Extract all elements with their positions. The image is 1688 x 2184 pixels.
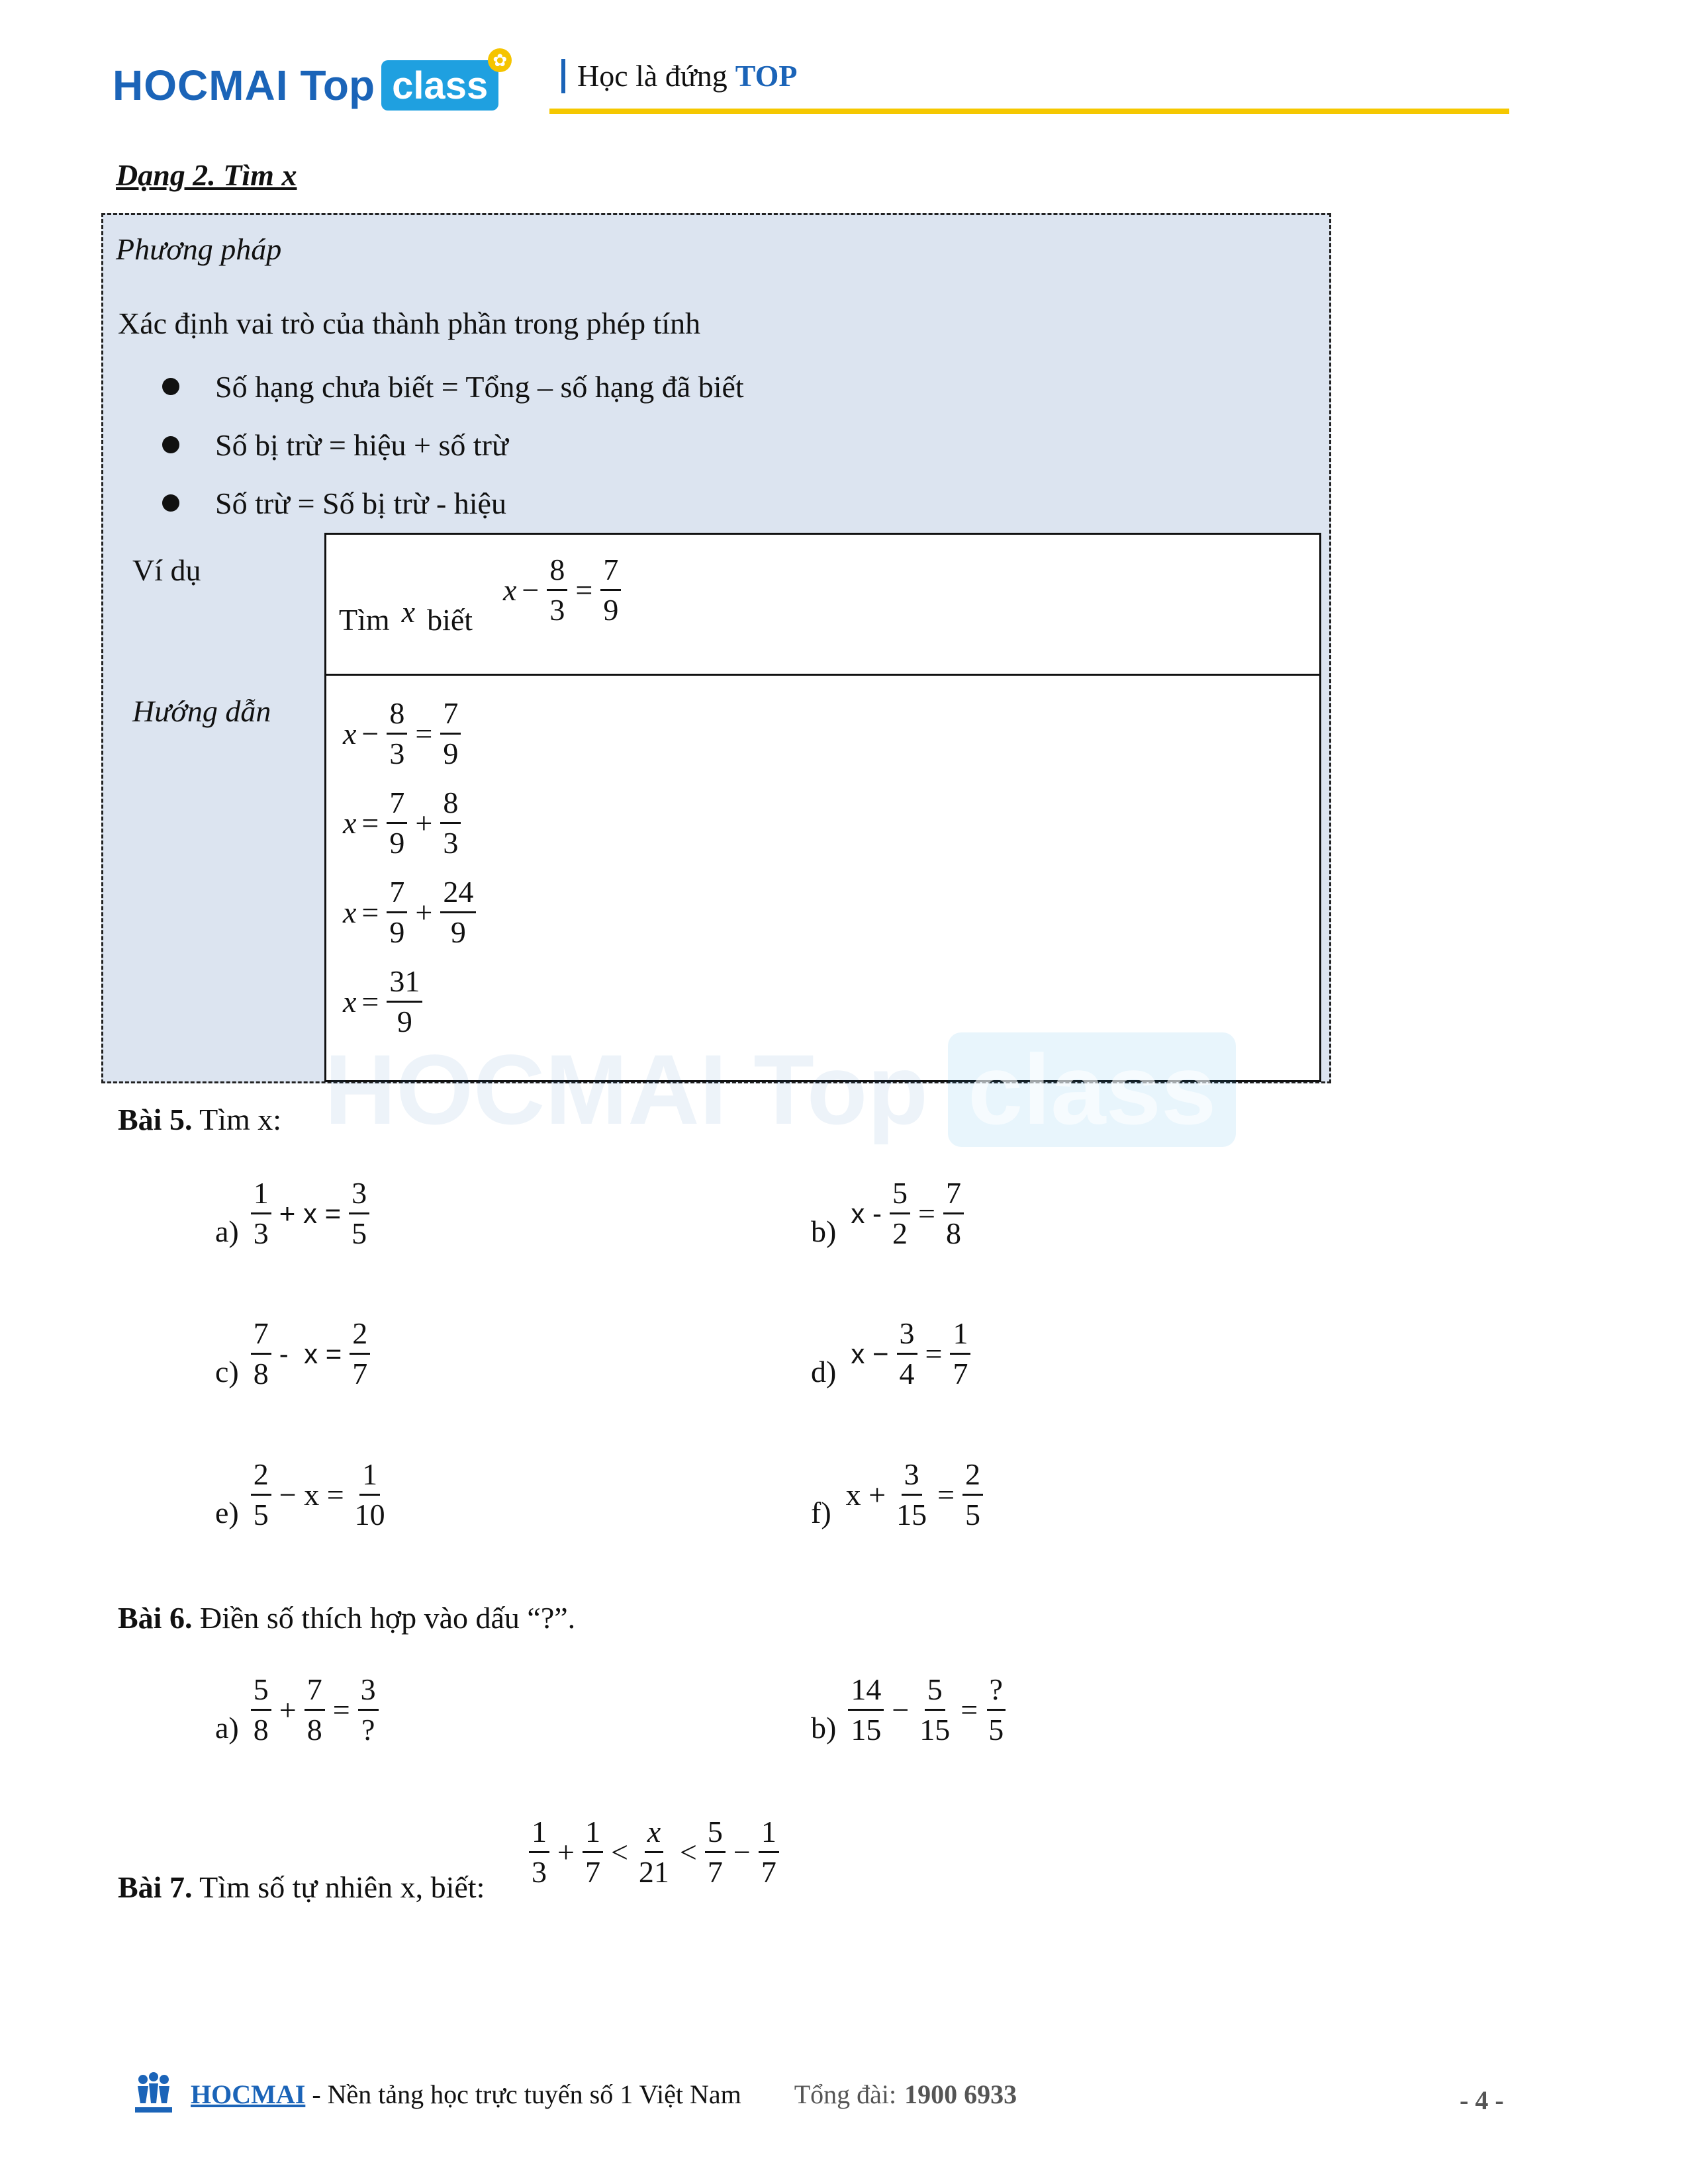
frac-den: 15: [851, 1713, 882, 1747]
guide-step-3: [343, 877, 479, 948]
fraction: [705, 1817, 726, 1888]
exercise-5f: [811, 1459, 986, 1530]
example-table: [324, 533, 1321, 1082]
frac-den: 15: [919, 1713, 951, 1747]
eq-op: =: [937, 1478, 955, 1512]
eq-op: <: [610, 1835, 628, 1869]
exercise-label: Bài 7.: [118, 1870, 193, 1904]
frac-den: 5: [988, 1713, 1004, 1747]
item-letter: a): [215, 1214, 239, 1248]
footer-brand-link[interactable]: HOCMAI: [191, 2079, 306, 2109]
logo-hocmai-text: HOCMAI: [113, 62, 289, 109]
frac-den: 9: [443, 737, 459, 770]
item-letter: f): [811, 1496, 831, 1529]
eq-op: − x =: [279, 1478, 344, 1512]
frac-den: 9: [450, 915, 466, 949]
watermark-top: Top: [753, 1034, 929, 1145]
frac-num: 1: [583, 1817, 603, 1853]
eq-var: x: [343, 806, 357, 840]
frac-den: 9: [397, 1005, 412, 1038]
tagline-bar: [561, 59, 565, 93]
frac-num: ?: [987, 1674, 1006, 1711]
exercise-text: Tìm x:: [199, 1103, 282, 1136]
eq-op: + x =: [279, 1197, 342, 1229]
frac-num: 7: [943, 1178, 964, 1214]
frac-num: 31: [387, 966, 422, 1003]
exercise-5-heading: [118, 1102, 281, 1137]
fraction: [349, 1178, 369, 1249]
exercise-text: Tìm số tự nhiên x, biết:: [199, 1870, 485, 1904]
hocmai-topclass-logo: [113, 50, 508, 115]
frac-num: 5: [925, 1674, 945, 1711]
list-item: [162, 357, 744, 416]
fraction: [897, 1318, 917, 1389]
frac-den: 5: [965, 1498, 981, 1531]
item-letter: e): [215, 1496, 239, 1529]
bullet-icon: [162, 378, 179, 395]
exercise-5d: [811, 1318, 973, 1389]
frac-den: 2: [892, 1216, 908, 1250]
watermark-class: class: [948, 1032, 1236, 1147]
frac-num: 8: [387, 698, 407, 735]
section-title: Dạng 2. Tìm x: [116, 158, 297, 192]
fraction: [848, 1674, 884, 1745]
frac-den: 5: [253, 1498, 269, 1531]
fraction: [251, 1459, 271, 1530]
frac-den: 3: [443, 826, 459, 860]
item-letter: d): [811, 1355, 837, 1388]
frac-num: 24: [440, 877, 476, 913]
fraction: [917, 1674, 953, 1745]
fraction: [387, 698, 407, 769]
eq-op: =: [332, 1693, 350, 1727]
example-table-divider: [324, 674, 1321, 676]
frac-num: x: [645, 1817, 663, 1853]
item-letter: c): [215, 1355, 239, 1388]
eq-var: x: [343, 717, 357, 751]
frac-num: 7: [387, 788, 407, 824]
eq-op: x −: [851, 1338, 889, 1369]
fraction: [440, 877, 476, 948]
frac-num: 8: [440, 788, 461, 824]
fraction: [986, 1674, 1006, 1745]
frac-num: 5: [251, 1674, 271, 1711]
fraction: [358, 1674, 379, 1745]
frac-num: 14: [848, 1674, 884, 1711]
rule-text: Số hạng chưa biết = Tổng – số hạng đã biết: [215, 369, 744, 404]
guide-step-4: [343, 966, 425, 1037]
exercise-5a: [215, 1178, 372, 1249]
eq-var: x: [343, 895, 357, 929]
frac-num: 2: [350, 1318, 370, 1355]
exercise-7-heading: [118, 1870, 485, 1905]
fraction: [251, 1674, 271, 1745]
exercise-5b: [811, 1178, 966, 1249]
list-item: [162, 416, 744, 474]
frac-den: 3: [253, 1216, 269, 1250]
frac-num: 2: [962, 1459, 983, 1496]
exercise-label: Bài 6.: [118, 1601, 193, 1635]
frac-den: 4: [899, 1357, 915, 1390]
frac-num: 3: [358, 1674, 379, 1711]
frac-num: 1: [529, 1817, 549, 1853]
eq-var: x: [343, 985, 357, 1019]
frac-den: 9: [603, 593, 619, 627]
item-letter: b): [811, 1214, 837, 1248]
eq-var: x: [503, 573, 517, 607]
frac-den: 3: [549, 593, 565, 627]
frac-num: 7: [600, 555, 621, 591]
eq-op: x +: [845, 1478, 886, 1512]
fraction: [600, 555, 621, 625]
frac-num: 1: [950, 1318, 970, 1355]
frac-den: 7: [352, 1357, 368, 1390]
guide-step-2: [343, 788, 463, 858]
logo-top-text: Top: [300, 62, 375, 109]
frac-den: 8: [945, 1216, 961, 1250]
footer-text: - Nền tảng học trực tuyến số 1 Việt Nam: [305, 2079, 741, 2109]
guide-label: Hướng dẫn: [132, 694, 271, 728]
exercise-6b: [811, 1674, 1009, 1745]
eq-op: =: [415, 717, 433, 751]
fraction: [387, 788, 407, 858]
frac-den: 8: [253, 1357, 269, 1390]
method-title: Phương pháp: [116, 232, 282, 266]
example-label: Ví dụ: [132, 553, 201, 587]
frac-den: 10: [354, 1498, 385, 1531]
exercise-label: Bài 5.: [118, 1103, 193, 1136]
eq-op: - x =: [279, 1338, 342, 1369]
frac-num: 5: [890, 1178, 910, 1214]
rule-text: Số bị trừ = hiệu + số trừ: [215, 428, 508, 462]
frac-num: 3: [897, 1318, 917, 1355]
footer-hotline: 1900 6933: [904, 2079, 1017, 2109]
page-number: - 4 -: [1460, 2085, 1504, 2115]
frac-num: 7: [440, 698, 461, 735]
tagline-text: Học là đứng: [577, 59, 727, 93]
example-prompt: [339, 595, 473, 637]
method-intro: Xác định vai trò của thành phần trong phép tính: [118, 306, 701, 340]
logo-class-badge: [381, 50, 508, 111]
method-rules-list: [162, 357, 744, 532]
hocmai-people-icon: [131, 2071, 176, 2116]
exercise-6a: [215, 1674, 381, 1745]
frac-den: 7: [707, 1855, 723, 1889]
fraction: [387, 966, 422, 1037]
frac-den: 5: [352, 1216, 367, 1250]
eq-op: =: [917, 1197, 935, 1230]
fraction: [529, 1817, 549, 1888]
frac-num: 1: [759, 1817, 779, 1853]
frac-num: 7: [251, 1318, 271, 1355]
header-divider: [549, 109, 1509, 114]
frac-den: 3: [389, 737, 405, 770]
fraction: [759, 1817, 779, 1888]
frac-den: 21: [638, 1855, 669, 1889]
fraction: [950, 1318, 970, 1389]
frac-den: 9: [389, 826, 405, 860]
frac-den: 9: [389, 915, 405, 949]
watermark-hocmai: HOCMAI: [324, 1034, 727, 1145]
eq-op: =: [575, 573, 593, 607]
eq-op: =: [925, 1337, 943, 1371]
frac-den: 8: [253, 1713, 269, 1747]
exercise-5e: [215, 1459, 391, 1530]
bullet-icon: [162, 436, 179, 453]
frac-den: 7: [585, 1855, 600, 1889]
eq-op: <: [679, 1835, 697, 1869]
eq-op: x -: [851, 1197, 882, 1229]
bullet-icon: [162, 494, 179, 512]
fraction: [387, 877, 407, 948]
frac-num: 1: [359, 1459, 380, 1496]
frac-num: 3: [349, 1178, 369, 1214]
exercise-6-heading: [118, 1600, 575, 1635]
frac-num: 3: [902, 1459, 922, 1496]
frac-num: 8: [547, 555, 567, 591]
list-item: [162, 474, 744, 532]
item-letter: a): [215, 1711, 239, 1745]
footer-hotline-label: Tổng đài:: [794, 2079, 897, 2109]
eq-op: =: [361, 895, 379, 929]
fraction: [251, 1318, 271, 1389]
item-letter: b): [811, 1711, 837, 1745]
fraction: [251, 1178, 271, 1249]
exercise-7-inequality: [526, 1817, 782, 1888]
fraction: [890, 1178, 910, 1249]
frac-num: 2: [251, 1459, 271, 1496]
fraction: [962, 1459, 983, 1530]
fraction: [583, 1817, 603, 1888]
guide-step-1: [343, 698, 463, 769]
fraction: [305, 1674, 325, 1745]
eq-op: +: [415, 806, 433, 840]
frac-num: 1: [251, 1178, 271, 1214]
fraction: [943, 1178, 964, 1249]
eq-op: =: [361, 806, 379, 840]
eq-op: −: [733, 1835, 751, 1869]
frac-den: 15: [896, 1498, 927, 1531]
eq-op: +: [415, 895, 433, 929]
logo-class-text: class: [392, 64, 489, 107]
fraction: [894, 1459, 929, 1530]
frac-den: 7: [761, 1855, 776, 1889]
fraction: [350, 1318, 370, 1389]
frac-num: 7: [387, 877, 407, 913]
example-var: x: [401, 595, 416, 629]
star-icon: ✿: [488, 48, 512, 72]
fraction: [636, 1817, 672, 1888]
eq-op: −: [361, 717, 379, 751]
example-tim-text: Tìm: [339, 603, 390, 637]
eq-op: =: [961, 1693, 978, 1727]
fraction: [352, 1459, 388, 1530]
frac-den: 3: [532, 1855, 547, 1889]
page-footer: [131, 2071, 1017, 2116]
eq-op: −: [892, 1693, 910, 1727]
eq-op: =: [361, 985, 379, 1019]
exercise-5c: [215, 1318, 373, 1389]
fraction: [440, 788, 461, 858]
exercise-text: Điền số thích hợp vào dấu “?”.: [199, 1601, 576, 1635]
header-tagline: [561, 58, 798, 93]
fraction: [440, 698, 461, 769]
frac-den: 8: [306, 1713, 322, 1747]
fraction: [547, 555, 567, 625]
frac-den: 7: [953, 1357, 968, 1390]
eq-op: +: [557, 1835, 575, 1869]
eq-op: −: [522, 573, 539, 607]
example-equation: [503, 555, 624, 625]
eq-op: +: [279, 1693, 297, 1727]
rule-text: Số trừ = Số bị trừ - hiệu: [215, 486, 506, 520]
watermark-logo: [324, 1032, 1236, 1147]
tagline-highlight: TOP: [735, 59, 798, 93]
frac-num: 5: [705, 1817, 726, 1853]
frac-den: ?: [361, 1713, 375, 1747]
example-biet-text: biết: [427, 603, 473, 637]
frac-num: 7: [305, 1674, 325, 1711]
